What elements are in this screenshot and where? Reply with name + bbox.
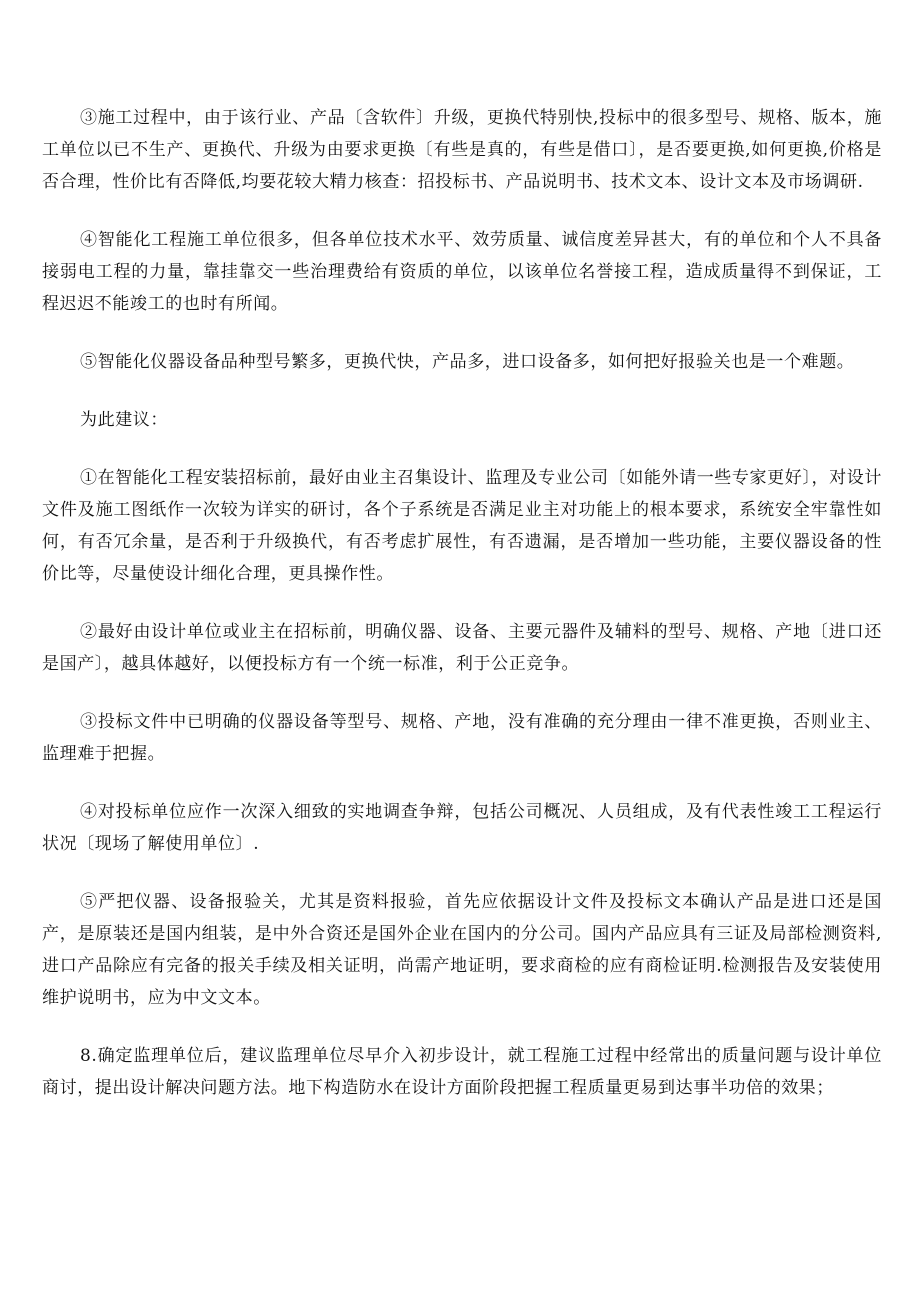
paragraph-item-4-contractors: ④智能化工程施工单位很多，但各单位技术水平、效劳质量、诚信度差异甚大，有的单位和个人不具备接弱电工程的力量，靠挂靠交一些治理费给有资质的单位，以该单位名誉接工程，造成质量得不到保证，工程迟迟不能竣工的也时有所闻。 (42, 230, 882, 314)
document-body (42, 102, 882, 1130)
paragraph-recommendations-heading: 为此建议： (80, 410, 168, 430)
paragraph-recommendation-5: ⑤严把仪器、设备报验关，尤其是资料报验，首先应依据设计文件及投标文本确认产品是进口还是国产，是原装还是国内组装，是中外合资还是国外企业在国内的分公司。国内产品应具有三证及局部检测资料,进口产品除应有完备的报关手续及相关证明，尚需产地证明，要求商检的应有商检证明.检测报告及安装使用维护说明书，应为中文文本。 (42, 892, 882, 1008)
paragraph-item-5-equipment: ⑤智能化仪器设备品种型号繁多，更换代快，产品多，进口设备多，如何把好报验关也是一个难题。 (80, 352, 855, 372)
paragraph-item-3-upgrade: ③施工过程中，由于该行业、产品〔含软件〕升级，更换代特别快,投标中的很多型号、规格、版本，施工单位以已不生产、更换代、升级为由要求更换〔有些是真的，有些是借口〕，是否要更换,如何更换,价格是否合理，性价比有否降低,均要花较大精力核查：招投标书、产品说明书、技术文本、设计文本及市场调研. (42, 108, 882, 192)
paragraph-section-8: 8.确定监理单位后，建议监理单位尽早介入初步设计，就工程施工过程中经常出的质量问题与设计单位商讨，提出设计解决问题方法。地下构造防水在设计方面阶段把握工程质量更易到达事半功倍的效果； (42, 1046, 882, 1098)
paragraph-recommendation-4: ④对投标单位应作一次深入细致的实地调查争辩，包括公司概况、人员组成，及有代表性竣工工程运行状况〔现场了解使用单位〕. (42, 802, 882, 854)
paragraph-recommendation-2: ②最好由设计单位或业主在招标前，明确仪器、设备、主要元器件及辅料的型号、规格、产地〔进口还是国产〕，越具体越好，以便投标方有一个统一标准，利于公正竞争。 (42, 622, 882, 674)
paragraph-recommendation-1: ①在智能化工程安装招标前，最好由业主召集设计、监理及专业公司〔如能外请一些专家更好〕，对设计文件及施工图纸作一次较为详实的研讨，各个子系统是否满足业主对功能上的根本要求，系统安全牢靠性如何，有否冗余量，是否利于升级换代，有否考虑扩展性，有否遗漏，是否增加一些功能，主要仪器设备的性价比等，尽量使设计细化合理，更具操作性。 (42, 468, 882, 584)
paragraph-recommendation-3: ③投标文件中已明确的仪器设备等型号、规格、产地，没有准确的充分理由一律不准更换，否则业主、监理难于把握。 (42, 712, 882, 764)
